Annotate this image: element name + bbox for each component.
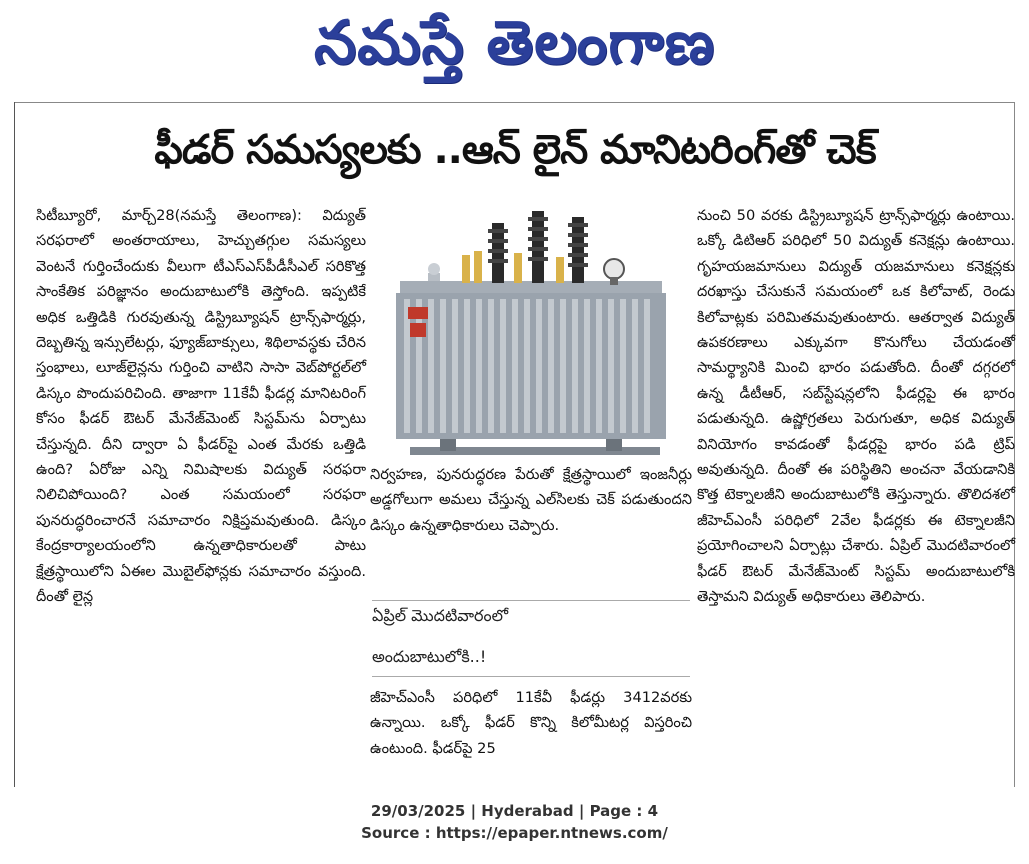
subhead-rule-top — [372, 600, 690, 601]
subhead-line-2: అందుబాటులోకి..! — [372, 647, 487, 666]
transformer-image — [370, 203, 692, 461]
subhead-rule-bottom — [372, 676, 690, 677]
column-3-text: నుంచి 50 వరకు డిస్ట్రిబ్యూషన్ ట్రాన్స్‌ఫార్మర్లు ఉంటాయి. ఒక్కో డిటిఆర్ పరిధిలో 50 విద్యుత్ కనెక్షన్లు ఉంటాయి. గృహయజమానులు విద్యుత్ యజమానులు కనెక్షన్లకు దరఖాస్తు చేసుకునే సమయంలో ఒక కిలోవాట్, రెండు కిలోవాట్లకు పరిమితమవుతుంటారు. ఆతర్వాత విద్యుత్ ఉపకరణాలు ఎక్కువగా కొనుగోలు చేయడంతో సామర్థ్యానికి మించి భారం పడుతోంది. దీంతో దగ్గరలో ఉన్న డీటీఆర్, సబ్‌స్టేషన్లలోని ఫీడర్లపై ఈ భారం పడుతున్నది. ఉష్ణోగ్రతలు పెరుగుతూ, అధిక విద్యుత్ వినియోగం కావడంతో ఫీడర్లపై భారం పడి ట్రిప్ అవుతున్నది. దీంతో ఈ పరిస్థితిని అంచనా వేయడానికి కొత్త టెక్నాలజీని అందుబాటులోకి తెస్తున్నారు. తొలిదశలో జీహెచ్‌ఎంసీ పరిధిలో 2వేల ఫీడర్లకు ఈ టెక్నాలజీని ప్రయోగించాలని ఏర్పాట్లు చేశారు. ఏప్రిల్ మొదటివారంలో ఫీడర్ ఔటర్ మేనేజ్‌మెంట్ సిస్టమ్ అందుబాటులోకి తెస్తామని విద్యుత్ అధికారులు తెలిపారు. — [697, 207, 1015, 606]
article-column-3 — [697, 203, 1015, 610]
article-border-top — [14, 102, 1015, 103]
masthead-title: నమస్తే తెలంగాణ — [313, 8, 716, 78]
subhead-line-1: ఏప్రిల్ మొదటివారంలో — [372, 606, 509, 625]
article-border-left — [14, 102, 15, 787]
article-column-2-bottom — [370, 685, 692, 761]
footer-date-edition: 29/03/2025 | Hyderabad | Page : 4 — [370, 802, 659, 820]
article-headline: ఫీడర్ సమస్యలకు ..ఆన్ లైన్ మానిటరింగ్‌తో చెక్ — [154, 127, 876, 173]
article-column-1 — [36, 203, 366, 610]
masthead — [0, 0, 1029, 90]
column-2-top-text: నిర్వహణ, పునరుద్ధరణ పేరుతో క్షేత్రస్థాయిలో ఇంజనీర్లు అడ్డగోలుగా అమలు చేస్తున్న ఎల్‌సిలకు చెక్ పడుతుందని డిస్కం ఉన్నతాధికారులు చెప్పారు. — [370, 466, 692, 534]
footer-source: Source : https://epaper.ntnews.com/ — [361, 824, 668, 842]
column-1-text: సిటీబ్యూరో, మార్చ్28(నమస్తే తెలంగాణ): విద్యుత్ సరఫరాలో అంతరాయాలు, హెచ్చుతగ్గుల సమస్యలు వెంటనే గుర్తించేందుకు వీలుగా టీఎస్ఎస్‌పీడీసీఎల్ సరికొత్త సాంకేతిక పరిజ్ఞానం అందుబాటులోకి తెస్తోంది. ఇప్పటికే అధిక ఒత్తిడికి గురవుతున్న డిస్ట్రిబ్యూషన్ ట్రాన్స్‌ఫార్మర్లు, దెబ్బతిన్న ఇన్సులేటర్లు, ఫ్యూజ్‌బాక్సులు, శిథిలావస్థకు చేరిన స్తంభాలు, లూజ్‌లైన్లను గుర్తించి వాటిని సాసా వెబ్‌పోర్టల్‌లో డిస్కం పొందుపరిచింది. తాజాగా 11కేవీ ఫీడర్ల మానిటరింగ్ కోసం ఫీడర్ ఔటర్ మేనేజ్‌మెంట్ సిస్టమ్‌ను ఏర్పాటు చేస్తున్నది. దీని ద్వారా ఏ ఫీడర్‌పై ఎంత మేరకు ఒత్తిడి ఉంది? ఏరోజు ఎన్ని నిమిషాలకు విద్యుత్ సరఫరా నిలిచిపోయింది? ఎంత సమయంలో సరఫరా పునరుద్ధరించారనే సమాచారం నిక్షిప్తమవుతుంది. డిస్కం కేంద్రకార్యాలయంలోని ఉన్నతాధికారులతో పాటు క్షేత్రస్థాయిలోని ఏఈల మొబైల్‌ఫోన్లకు సమాచారం వస్తుంది. దీంతో లైన్ల — [36, 207, 366, 606]
transformer-photo — [370, 203, 692, 461]
column-2-bottom-text: జీహెచ్‌ఎంసీ పరిధిలో 11కేవీ ఫీడర్లు 3412వరకు ఉన్నాయి. ఒక్కో ఫీడర్ కొన్ని కిలోమీటర్ల విస్తరించి ఉంటుంది. ఫీడర్‌పై 25 — [370, 689, 692, 757]
article-column-2-top — [370, 462, 692, 538]
